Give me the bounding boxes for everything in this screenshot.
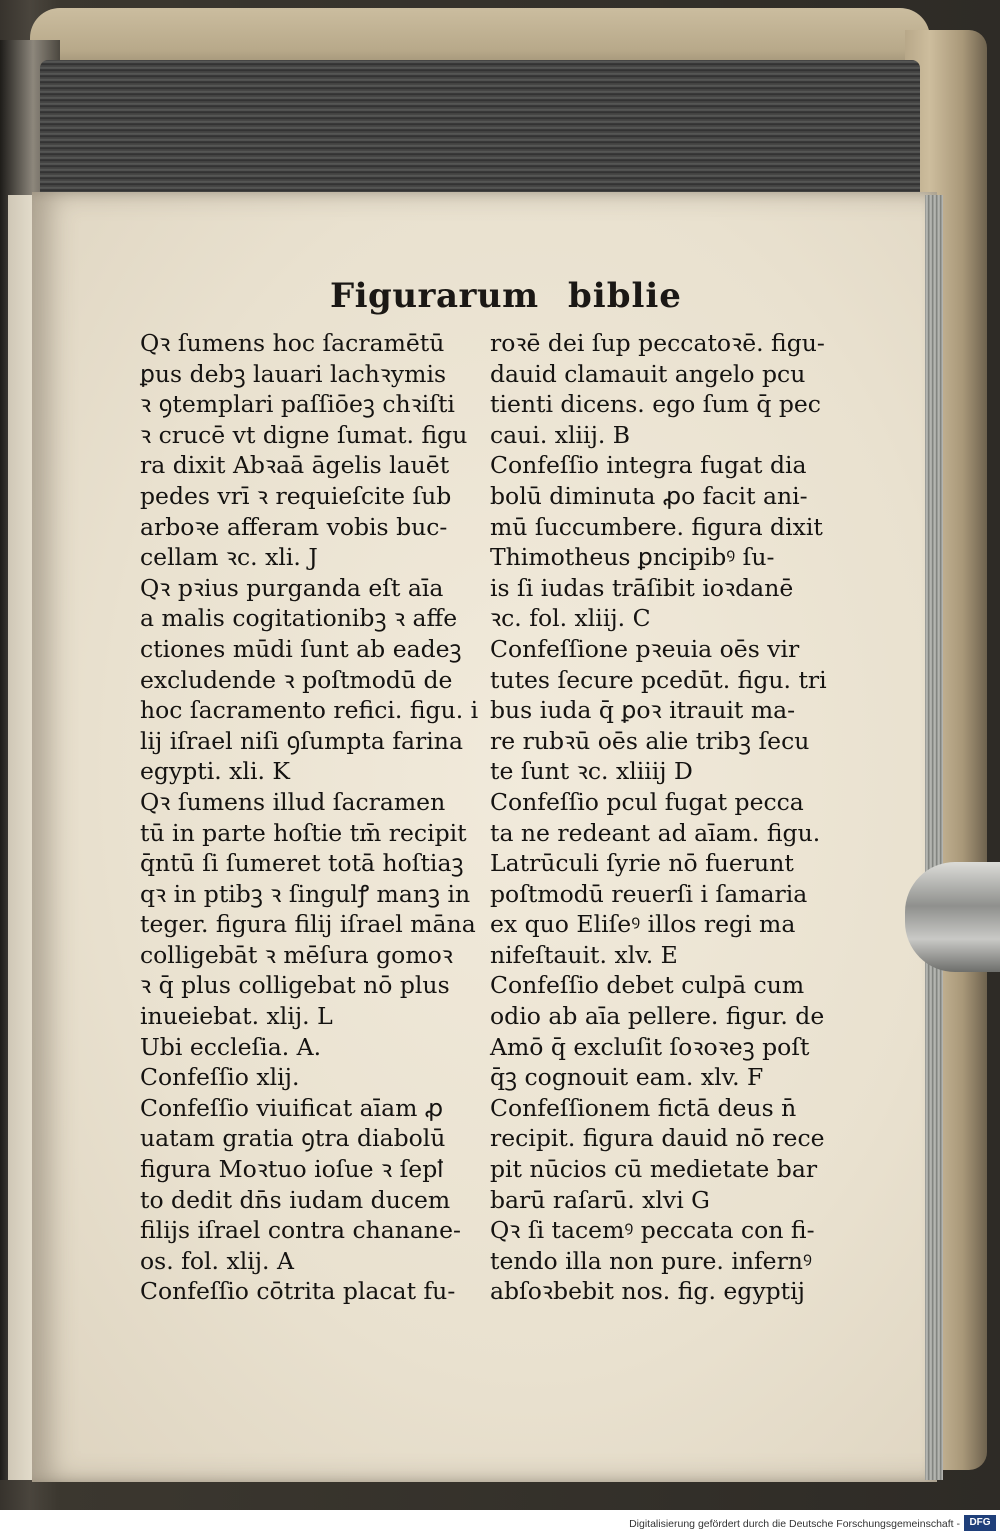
right-text-column (490, 328, 835, 1307)
text-line: colligebāt ꝛ mēſura gomoꝛ (140, 940, 453, 969)
text-line: Qꝛ ſumens illud ſacramen (140, 787, 446, 816)
text-line: bus iuda q̄ ꝑoꝛ itrauit ma‐ (490, 696, 796, 725)
header-left: Figurarum (330, 276, 539, 316)
running-header (0, 276, 1000, 326)
funding-credit: Digitalisierung gefördert durch die Deutsche Forschungsgemeinschaft - (629, 1518, 960, 1530)
text-line: ctiones mūdi ſunt ab eadeꝫ (140, 634, 462, 663)
text-line: odio ab aīa pellere. figur. de (490, 1002, 825, 1031)
text-line: caui. xliij. B (490, 420, 631, 449)
text-line: pedes vrī ꝛ requieſcite ſub (140, 481, 452, 510)
dfg-logo: DFG (964, 1515, 996, 1531)
text-line: ꝛ crucē vt digne ſumat. figu (140, 420, 468, 449)
text-line: Confeſſio cōtrita placat fu‐ (140, 1277, 456, 1306)
text-line: poſtmodū reuerſi i ſamaria (490, 879, 808, 908)
text-line: hoc ſacramento refici. figu. i (140, 696, 479, 725)
text-line: Amō q̄ excluſit ſoꝛoꝛeꝫ poſt (490, 1032, 810, 1061)
text-line: Qꝛ ſumens hoc ſacramētū (140, 329, 445, 357)
text-line: arboꝛe afferam vobis buc‐ (140, 512, 448, 541)
text-line: abſoꝛbebit nos. fig. egyptij (490, 1277, 805, 1306)
text-line: tū in parte hoſtie tm̄ recipit (140, 818, 467, 847)
text-line: filijs iſrael contra chanane‐ (140, 1216, 461, 1245)
text-line: tutes ſecure pcedūt. figu. tri (490, 665, 827, 694)
text-line: teger. figura filij iſrael māna (140, 910, 476, 939)
page-edges-top (40, 60, 920, 200)
text-line: Confeſſio xlij. (140, 1063, 300, 1092)
text-line: Confeſſio integra fugat dia (490, 451, 807, 480)
text-line: qꝛ in ptibꝫ ꝛ ſingulꝭ manꝫ in (140, 879, 471, 908)
text-line: excludende ꝛ poſtmodū de (140, 665, 453, 694)
text-line: Confeſſionem fictā deus n̄ (490, 1093, 797, 1122)
text-line: re rubꝛū oēs alie tribꝫ ſecu (490, 726, 810, 755)
text-line: lij iſrael niſi ꝯſumpta farina (140, 726, 463, 755)
text-line: Confeſſio viuificat aīam ꝓ (140, 1093, 444, 1122)
text-line: tienti dicens. ego ſum q̄ pec (490, 390, 821, 419)
text-line: recipit. figura dauid nō rece (490, 1124, 825, 1153)
text-line: Confeſſio debet culpā cum (490, 971, 805, 1000)
text-line: barū raſarū. xlvi G (490, 1185, 710, 1214)
left-text-column (140, 328, 485, 1307)
text-line: nifeſtauit. xlv. E (490, 940, 678, 969)
text-line: Confeſſione pꝛeuia oēs vir (490, 634, 800, 663)
text-line: Qꝛ pꝛius purganda eſt aīa (140, 573, 444, 602)
text-line: te ſunt ꝛc. xliiij D (490, 757, 693, 786)
text-line: ta ne redeant ad aīam. figu. (490, 818, 821, 847)
text-line: ꝛ q̄ plus colligebat nō plus (140, 971, 450, 1000)
text-line: Thimotheus ꝑncipibꝰ ſu‐ (490, 543, 775, 572)
text-line: ꝛ ꝯtemplari paſſiōeꝫ chꝛiſti (140, 390, 455, 419)
text-line: bolū diminuta ꝓo facit ani‐ (490, 481, 808, 510)
text-line: egypti. xli. K (140, 757, 290, 786)
text-line: inueiebat. xlij. L (140, 1002, 333, 1031)
text-line: mū ſuccumbere. figura dixit (490, 512, 823, 541)
text-line: ꝛc. fol. xliij. C (490, 604, 651, 633)
text-line: uatam gratia ꝯtra diabolū (140, 1124, 446, 1153)
text-line: ra dixit Abꝛaā āgelis lauēt (140, 451, 450, 480)
text-line: Confeſſio pcul fugat pecca (490, 787, 804, 816)
text-line: ꝑus debꝫ lauari lachꝛymis (140, 359, 447, 388)
text-line: pit nūcios cū medietate bar (490, 1155, 818, 1184)
text-line: os. fol. xlij. A (140, 1246, 294, 1275)
text-line: to dedit dn̄s iudam ducem (140, 1185, 451, 1214)
text-line: Qꝛ ſi tacemꝰ peccata con fi‐ (490, 1216, 815, 1245)
text-line: is ſi iudas trāſibit ioꝛdanē (490, 573, 794, 602)
text-line: cellam ꝛc. xli. J (140, 543, 318, 572)
text-line: dauid clamauit angelo pcu (490, 359, 806, 388)
text-line: tendo illa non pure. infernꝰ (490, 1246, 812, 1275)
text-line: q̄ꝫ cognouit eam. xlv. F (490, 1063, 764, 1092)
page-edges-right (925, 195, 943, 1480)
text-line: roꝛē dei ſup peccatoꝛē. figu‐ (490, 329, 825, 357)
text-line: ex quo Eliſeꝰ illos regi ma (490, 910, 796, 939)
text-line: Ubi eccleſia. A. (140, 1032, 322, 1061)
text-line: q̄ntū ſi ſumeret totā hoſtiaꝫ (140, 849, 464, 878)
metal-clasp (905, 862, 1000, 972)
text-line: a malis cogitationibꝫ ꝛ affe (140, 604, 458, 633)
header-right: biblie (568, 276, 682, 316)
text-line: Latrūculi ſyrie nō fuerunt (490, 849, 794, 878)
text-line: figura Moꝛtuo ioſue ꝛ ſepꝉ (140, 1155, 444, 1184)
